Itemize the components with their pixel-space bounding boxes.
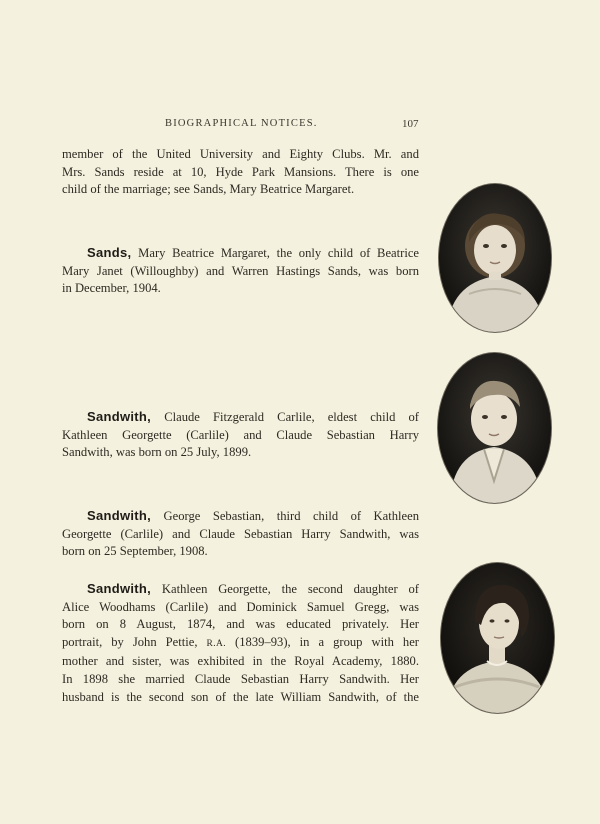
continuation-paragraph: [62, 146, 419, 199]
entry-text: (1839–93), in a group with her: [226, 634, 419, 649]
entry-name: Sandwith,: [87, 508, 152, 523]
text-line: [62, 244, 419, 263]
text-line: Georgette (Carlile) and Claude Sebastian Harry Sandwith, was: [62, 526, 419, 541]
entry-text: Claude Fitzgerald Carlile, eldest child of: [151, 410, 419, 424]
text-line: Mrs. Sands reside at 10, Hyde Park Mansions. There is one: [62, 164, 419, 179]
woman-portrait-icon: [441, 563, 554, 713]
entry-text: Kathleen Georgette, the second daughter of: [151, 582, 419, 596]
entry-name: Sandwith,: [87, 581, 152, 596]
text-line: Sandwith, was born on 25 July, 1899.: [62, 445, 252, 460]
text-line: Alice Woodhams (Carlile) and Dominick Samuel Gregg, was: [62, 599, 419, 614]
text-line: [62, 408, 419, 427]
text-line: [62, 580, 419, 599]
text-line: Kathleen Georgette (Carlile) and Claude Sebastian Harry: [62, 427, 419, 442]
text-line: in December, 1904.: [62, 281, 161, 296]
entry-paragraph: [62, 580, 419, 706]
entry-paragraph: [62, 408, 419, 462]
running-head-title: BIOGRAPHICAL NOTICES.: [165, 118, 318, 129]
text-line: born on 25 September, 1908.: [62, 544, 208, 559]
entry-name: Sands,: [87, 245, 132, 260]
text-line: [62, 507, 419, 526]
running-head: [0, 118, 600, 134]
text-line: mother and sister, was exhibited in the Royal Academy, 1880.: [62, 654, 419, 669]
text-line: member of the United University and Eighty Clubs. Mr. and: [62, 147, 419, 161]
text-line: born on 8 August, 1874, and was educated privately. Her: [62, 617, 419, 632]
text-line: Mary Janet (Willoughby) and Warren Hastings Sands, was born: [62, 263, 419, 278]
entry-name: Sandwith,: [87, 409, 152, 424]
entry-text: George Sebastian, third child of Kathleen: [151, 509, 419, 523]
boy-portrait-icon: [438, 353, 551, 503]
text-line: In 1898 she married Claude Sebastian Harry Sandwith. Her: [62, 671, 419, 686]
entry-text: Mary Beatrice Margaret, the only child of Beatrice: [131, 246, 419, 260]
entry-paragraph: [62, 244, 419, 298]
text-line: child of the marriage; see Sands, Mary Beatrice Margaret.: [62, 182, 355, 197]
smallcaps-text: R.A.: [206, 638, 227, 649]
entry-text: portrait, by John Pettie,: [62, 634, 198, 649]
entry-paragraph: [62, 507, 419, 561]
text-line: husband is the second son of the late William Sandwith, of the: [62, 689, 419, 704]
text-line: [62, 634, 419, 654]
page-number: 107: [402, 118, 419, 130]
girl-portrait-icon: [439, 184, 551, 332]
